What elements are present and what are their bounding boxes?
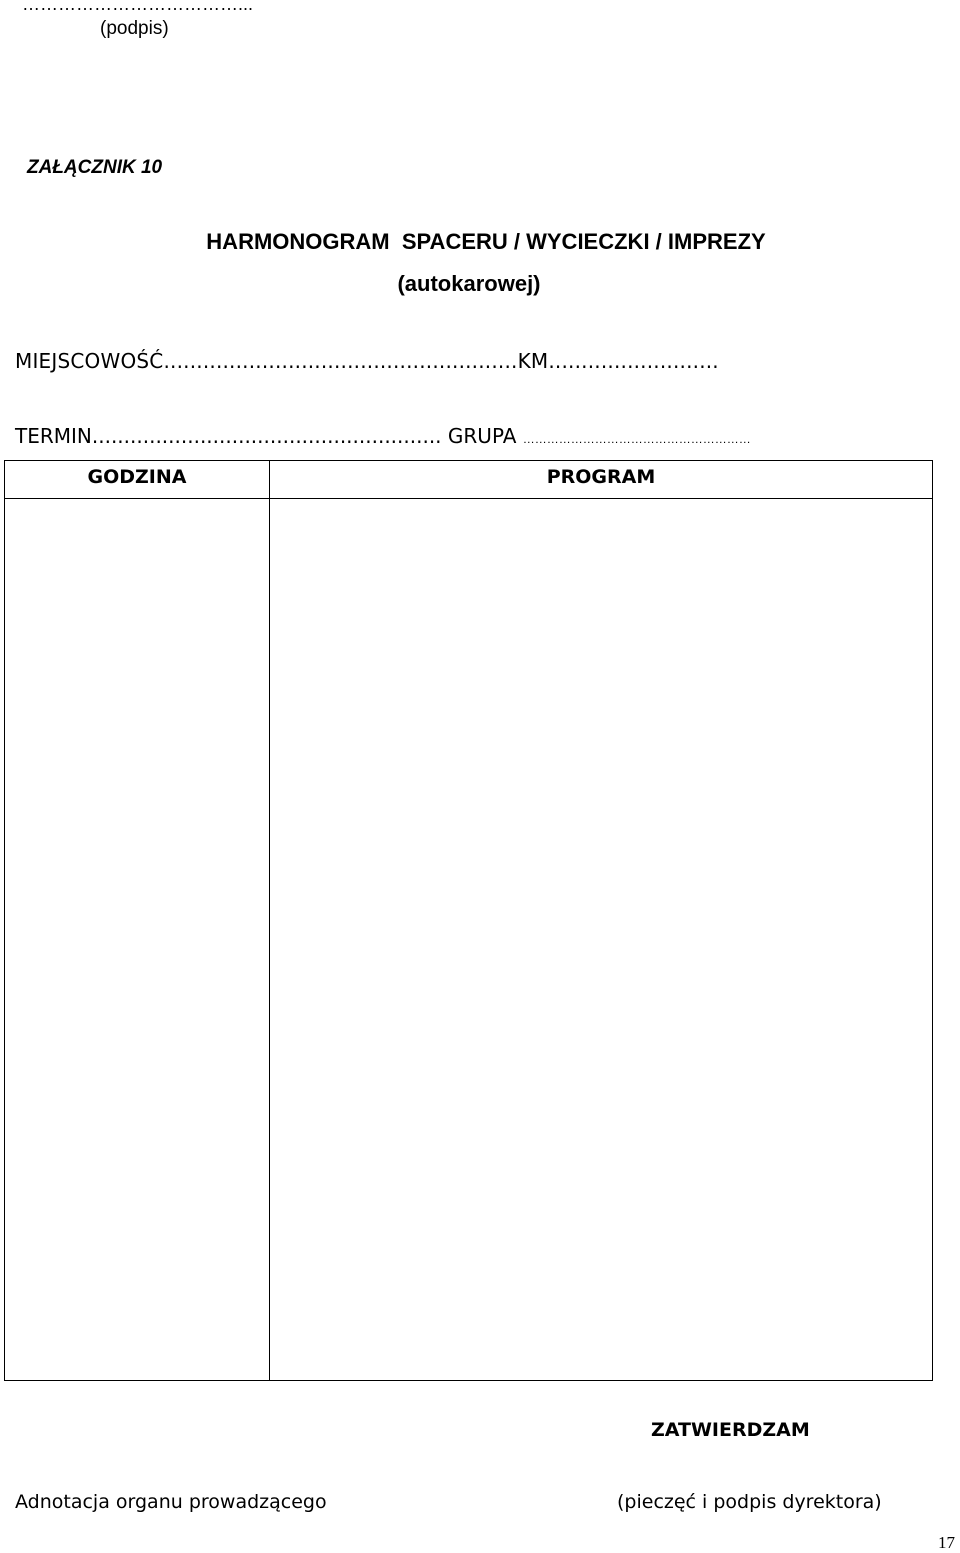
km-field[interactable]: .......................... <box>548 349 719 373</box>
date-label: TERMIN <box>15 424 92 448</box>
page-number: 17 <box>938 1533 955 1552</box>
approve-label: ZATWIERDZAM <box>651 1419 810 1441</box>
group-label: GRUPA <box>447 424 517 448</box>
column-header-program: PROGRAM <box>546 466 656 488</box>
place-field[interactable]: ...................................................... <box>163 349 518 373</box>
column-divider <box>269 461 270 1380</box>
signature-dots: ………………………………... <box>22 0 254 14</box>
place-line <box>15 349 719 373</box>
stamp-label: (pieczęć i podpis dyrektora) <box>617 1491 882 1513</box>
annotation-label: Adnotacja organu prowadzącego <box>15 1491 327 1513</box>
group-field[interactable]: ………………………………………………… <box>522 432 751 446</box>
header-divider <box>5 498 932 499</box>
place-label: MIEJSCOWOŚĆ <box>15 349 164 373</box>
date-group-line <box>15 424 751 448</box>
attachment-label: ZAŁĄCZNIK 10 <box>27 157 163 178</box>
signature-caption: (podpis) <box>100 18 169 39</box>
document-subtitle: (autokarowej) <box>397 271 541 296</box>
date-field[interactable]: ....................................................... <box>91 424 442 448</box>
column-header-time: GODZINA <box>87 466 187 488</box>
document-title: HARMONOGRAM SPACERU / WYCIECZKI / IMPREZY <box>206 229 766 254</box>
km-label: KM <box>517 349 549 373</box>
schedule-table <box>4 460 933 1381</box>
